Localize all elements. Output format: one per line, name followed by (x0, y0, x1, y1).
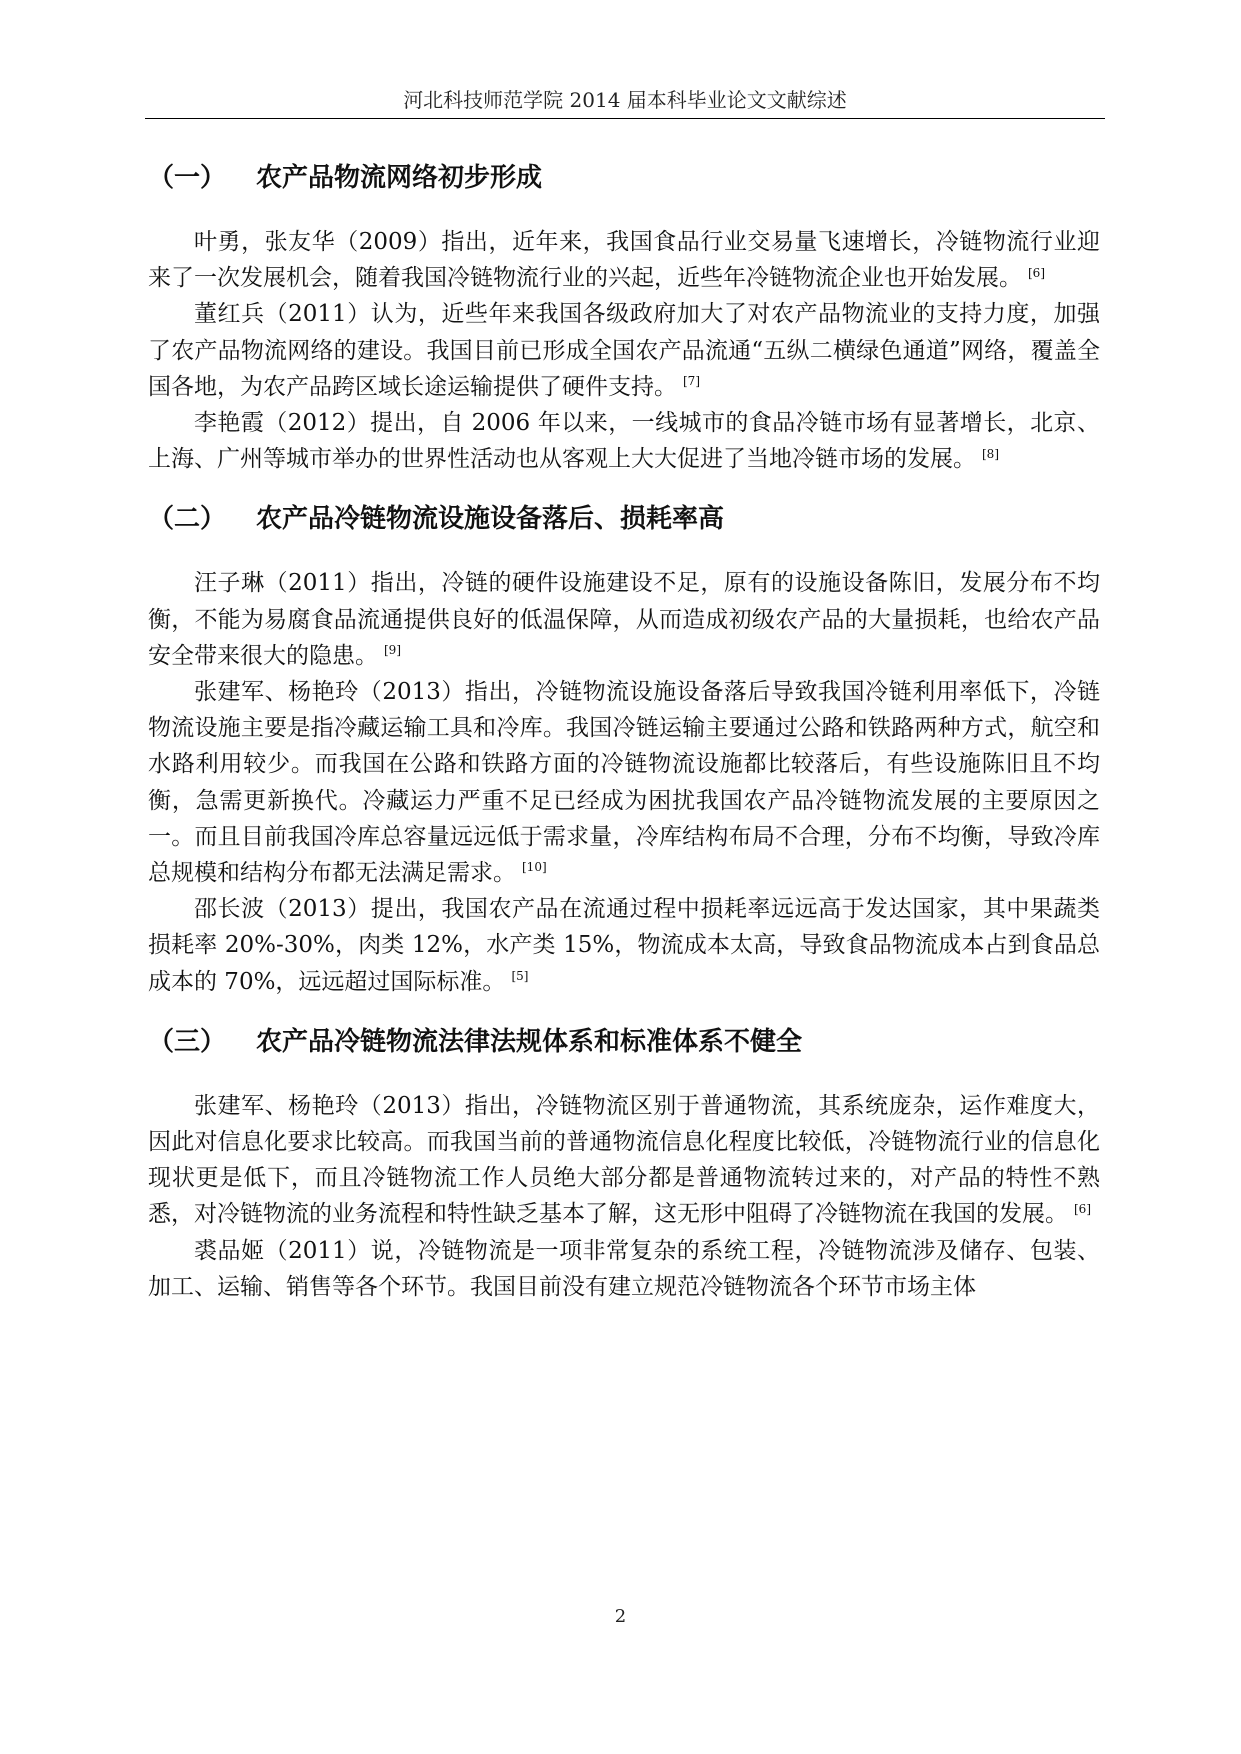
section-title: 农产品冷链物流法律法规体系和标准体系不健全 (256, 1026, 803, 1057)
page-body (148, 158, 1100, 1327)
paragraph-text: 李艳霞（2012）提出，自 2006 年以来，一线城市的食品冷链市场有显著增长，北京、上海、广州等城市举办的世界性活动也从客观上大大促进了当地冷链市场的发展。 (148, 410, 1100, 473)
section-title: 农产品物流网络初步形成 (256, 163, 543, 193)
section-1 (148, 158, 1100, 477)
section-number: （一） (148, 163, 227, 193)
citation-marker: [10] (522, 860, 547, 875)
citation-marker: [6] (1074, 1201, 1091, 1216)
paragraph-text: 汪子琳（2011）指出，冷链的硬件设施建设不足，原有的设施设备陈旧，发展分布不均衡，不能为易腐食品流通提供良好的低温保障，从而造成初级农产品的大量损耗，也给农产品安全带来很大的隐患。 (148, 570, 1100, 669)
paragraph-text: 张建军、杨艳玲（2013）指出，冷链物流设施设备落后导致我国冷链利用率低下，冷链物流设施主要是指冷藏运输工具和冷库。我国冷链运输主要通过公路和铁路两种方式，航空和水路利用较少。而我国在公路和铁路方面的冷链物流设施都比较落后，有些设施陈旧且不均衡，急需更新换代。冷藏运力严重不足已经成为困扰我国农产品冷链物流发展的主要原因之一。而且目前我国冷库总容量远远低于需求量，冷库结构布局不合理，分布不均衡，导致冷库总规模和结构分布都无法满足需求。 (148, 679, 1100, 887)
section-heading (148, 499, 1100, 539)
paragraph (148, 296, 1100, 405)
section-title: 农产品冷链物流设施设备落后、损耗率高 (256, 504, 725, 535)
paragraph-text: 张建军、杨艳玲（2013）指出，冷链物流区别于普通物流，其系统庞杂，运作难度大，因此对信息化要求比较高。而我国当前的普通物流信息化程度比较低，冷链物流行业的信息化现状更是低下，而且冷链物流工作人员绝大部分都是普通物流转过来的，对产品的特性不熟悉，对冷链物流的业务流程和特性缺乏基本了解，这无形中阻碍了冷链物流在我国的发展。 (148, 1092, 1100, 1228)
citation-marker: [5] (511, 969, 529, 983)
section-2 (148, 499, 1100, 999)
section-number: （二） (148, 504, 227, 535)
paragraph (148, 891, 1100, 1000)
section-3 (148, 1022, 1100, 1305)
section-heading (148, 1022, 1100, 1062)
citation-marker: [8] (982, 446, 999, 461)
page-number: 2 (614, 1606, 627, 1627)
paragraph (148, 565, 1100, 674)
paragraph-text: 邵长波（2013）提出，我国农产品在流通过程中损耗率远远高于发达国家，其中果蔬类损耗率 20%-30%，肉类 12%，水产类 15%，物流成本太高，导致食品物流成本占到食品总成本的 70%，远远超过国际标准。 (148, 896, 1100, 995)
paragraph (148, 674, 1100, 891)
section-number: （三） (148, 1026, 227, 1057)
paragraph (148, 1088, 1100, 1233)
paragraph (148, 224, 1100, 296)
paragraph (148, 405, 1100, 477)
paragraph-text: 叶勇，张友华（2009）指出，近年来，我国食品行业交易量飞速增长，冷链物流行业迎来了一次发展机会，随着我国冷链物流行业的兴起，近些年冷链物流企业也开始发展。 (148, 229, 1100, 292)
citation-marker: [7] (683, 374, 700, 389)
paragraph-text: 董红兵（2011）认为，近些年来我国各级政府加大了对农产品物流业的支持力度，加强了农产品物流网络的建设。我国目前已形成全国农产品流通“五纵二横绿色通道”网络，覆盖全国各地，为农产品跨区域长途运输提供了硬件支持。 (148, 301, 1100, 400)
paragraph-text: 裘品姬（2011）说，冷链物流是一项非常复杂的系统工程，冷链物流涉及储存、包装、加工、运输、销售等各个环节。我国目前没有建立规范冷链物流各个环节市场主体 (148, 1237, 1100, 1300)
citation-marker: [6] (1028, 265, 1045, 280)
citation-marker: [9] (384, 643, 401, 658)
section-heading (148, 158, 1100, 198)
paragraph (148, 1233, 1100, 1305)
header-rule (145, 118, 1105, 119)
running-header: 河北科技师范学院 2014 届本科毕业论文文献综述 (403, 88, 847, 112)
